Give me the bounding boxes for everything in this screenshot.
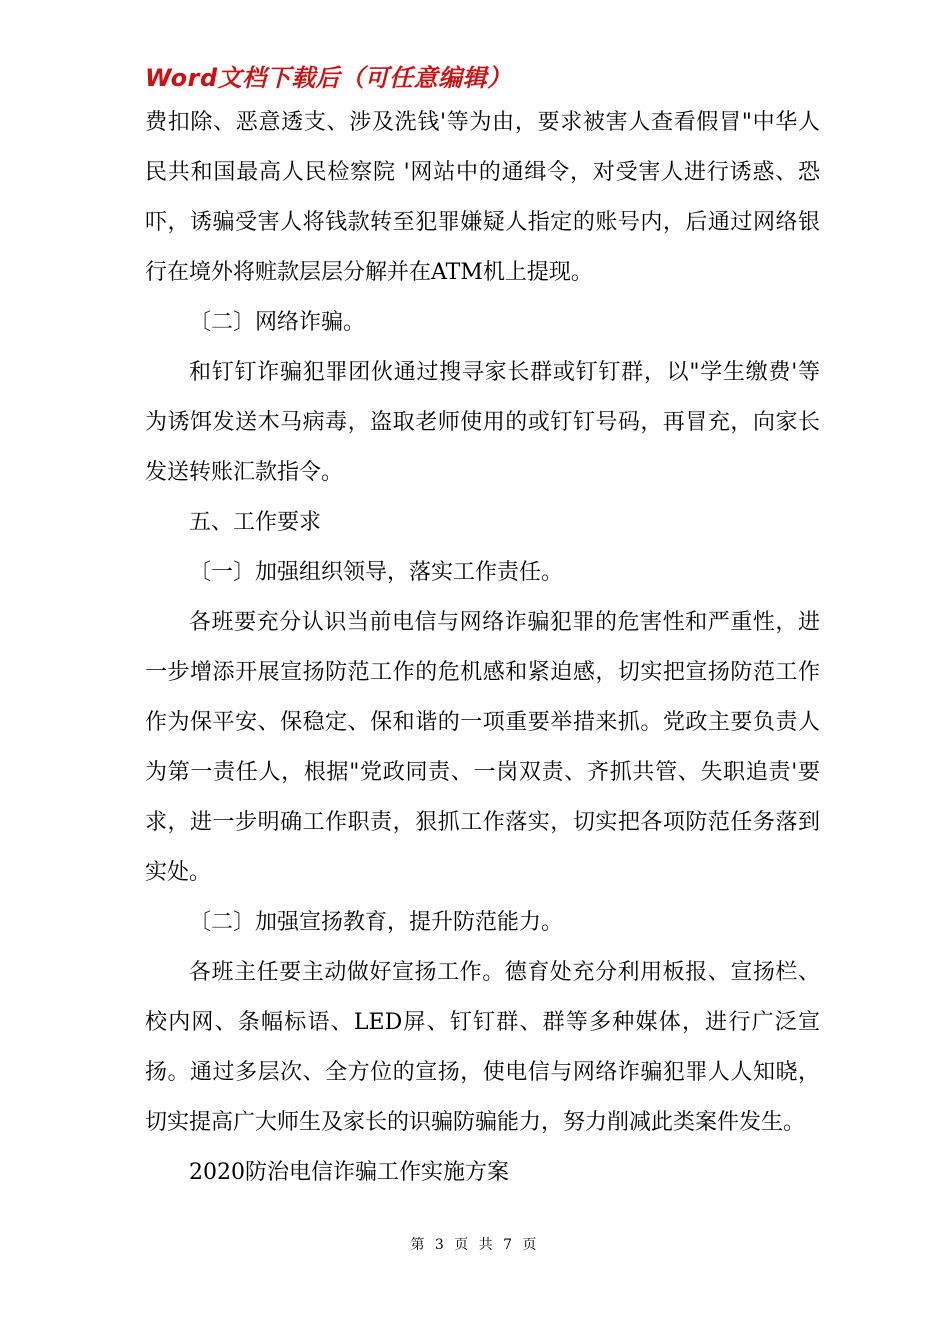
subheading-organization-leadership: 〔一〕加强组织领导，落实工作责任。	[189, 560, 564, 585]
paragraph-publicity-work: 各班主任要主动做好宣扬工作。德育处充分利用板报、宣扬栏、校内网、条幅标语、LED屏、钉钉群、群等多种媒体，进行广泛宣扬。通过多层次、全方位的宣扬，使电信与网络诈骗犯罪人人知晓，切实提高广大师生及家长的识骗防骗能力，努力削减此类案件发生。	[145, 960, 820, 1135]
document-body	[145, 98, 820, 1198]
page-number-footer: 第 3 页 共 7 页	[410, 1237, 540, 1253]
document-title-line: 2020防治电信诈骗工作实施方案	[189, 1160, 509, 1185]
watermark-header: Word文档下载后（可任意编辑）	[145, 64, 512, 92]
subheading-publicity-education: 〔二〕加强宣扬教育，提升防范能力。	[189, 910, 564, 935]
paragraph-fraud-method: 费扣除、恶意透支、涉及洗钱'等为由，要求被害人查看假冒"中华人民共和国最高人民检察院 '网站中的通缉令，对受害人进行诱惑、恐吓，诱骗受害人将钱款转至犯罪嫌疑人指定的账号内，后通过网络银行在境外将赃款层层分解并在ATM机上提现。	[145, 110, 820, 285]
paragraph-responsibility: 各班要充分认识当前电信与网络诈骗犯罪的危害性和严重性，进一步增添开展宣扬防范工作的危机感和紧迫感，切实把宣扬防范工作作为保平安、保稳定、保和谐的一项重要举措来抓。党政主要负责人为第一责任人，根据"党政同责、一岗双责、齐抓共管、失职追责'要求，进一步明确工作职责，狠抓工作落实，切实把各项防范任务落到实处。	[145, 610, 820, 885]
section-heading-work-requirements: 五、工作要求	[189, 510, 322, 535]
subheading-network-fraud: 〔二〕网络诈骗。	[189, 310, 366, 335]
paragraph-dingtalk-fraud: 和钉钉诈骗犯罪团伙通过搜寻家长群或钉钉群，以"学生缴费'等为诱饵发送木马病毒，盗取老师使用的或钉钉号码，再冒充，向家长发送转账汇款指令。	[145, 360, 820, 485]
